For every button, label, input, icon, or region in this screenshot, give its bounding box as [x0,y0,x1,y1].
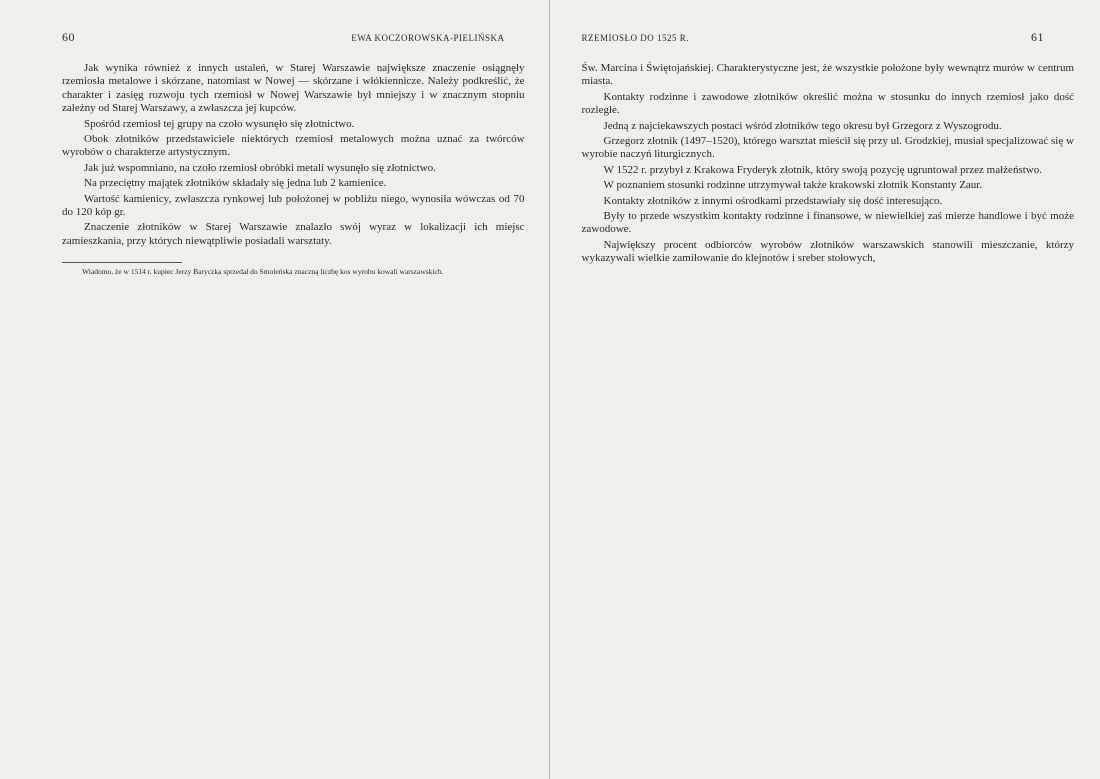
right-paragraph: Jedną z najciekawszych postaci wśród złotników tego okresu był Grzegorz z Wyszogrodu. [603,119,1002,132]
right-paragraph: Św. Marcina i Świętojańskiej. Charakterystyczne jest, że wszystkie położone były wewnątrz murów w centrum miasta. [581,62,1074,88]
right-page [550,0,1100,779]
right-body-text [582,62,1074,266]
right-paragraph: Były to przede wszystkim kontakty rodzinne i finansowe, w niewielkiej zaś mierze handlowe i być może zawodowe. [581,210,1074,236]
left-paragraph: Spośród rzemiosł tej grupy na czoło wysunęło się złotnictwo. [84,117,355,130]
left-paragraph: Na przeciętny majątek złotników składały się jedna lub 2 kamienice. [84,177,387,190]
left-running-title: EWA KOCZOROWSKA-PIELIŃSKA [351,33,505,43]
right-paragraph: Grzegorz złotnik (1497–1520), którego warsztat mieścił się przy ul. Grodzkiej, musiał specjalizować się w wyrobie naczyń liturgicznych. [581,135,1074,161]
right-running-head [582,30,1074,50]
left-page [0,0,549,779]
footnote: Wiadomo, że w 1514 r. kupiec Jerzy Baryczka sprzedał do Smoleńska znaczną liczbę kos wyrobu kowali warszawskich. [82,267,444,277]
right-running-title: RZEMIOSŁO DO 1525 R. [581,33,690,43]
left-running-head [62,30,525,50]
right-paragraph: W 1522 r. przybył z Krakowa Fryderyk złotnik, który swoją pozycję ugruntował przez małżeństwo. [603,163,1042,176]
left-paragraph: Wartość kamienicy, zwłaszcza rynkowej lub położonej w pobliżu niego, wynosiła wówczas od 70 do 120 kóp gr. [62,192,525,219]
left-paragraph: Obok złotników przedstawiciele niektórych rzemiosł metalowych można uznać za twórców wyrobów o charakterze artystycznym. [62,133,525,159]
right-paragraph: W poznaniem stosunki rodzinne utrzymywał także krakowski złotnik Konstanty Zaur. [603,179,983,192]
left-paragraph: Jak wynika również z innych ustaleń, w Starej Warszawie największe znaczenie osiągnęły rzemiosła metalowe i skórzane, natomiast w Nowej — skórzane i włókiennicze. Należy podkreślić, że charakter i zasięg rozwoju tych rzemiosł w Nowej Warszawie był mniejszy i w znacznym stopniu zależny od Starej Warszawy, a zwłaszcza jej kupców. [62,62,525,115]
left-paragraph: Znaczenie złotników w Starej Warszawie znalazło swój wyraz w lokalizacji ich miejsc zamieszkania, przy których niewątpliwie posiadali warsztaty. [62,221,525,247]
left-page-number: 60 [62,30,75,44]
left-body-text [62,62,525,248]
right-paragraph: Kontakty rodzinne i zawodowe złotników określić można w stosunku do innych rzemiosł jako dość rozległe. [581,90,1074,117]
left-paragraph: Jak już wspomniano, na czoło rzemiosł obróbki metali wysunęło się złotnictwo. [84,161,436,174]
footnote-rule [62,262,182,263]
right-page-number: 61 [1031,30,1044,44]
right-paragraph: Największy procent odbiorców wyrobów złotników warszawskich stanowili mieszczanie, którzy wykazywali wielkie zamiłowanie do klejnotów i sreber stołowych, [581,238,1074,265]
right-paragraph: Kontakty złotników z innymi ośrodkami przedstawiały się dość interesująco. [603,194,943,207]
